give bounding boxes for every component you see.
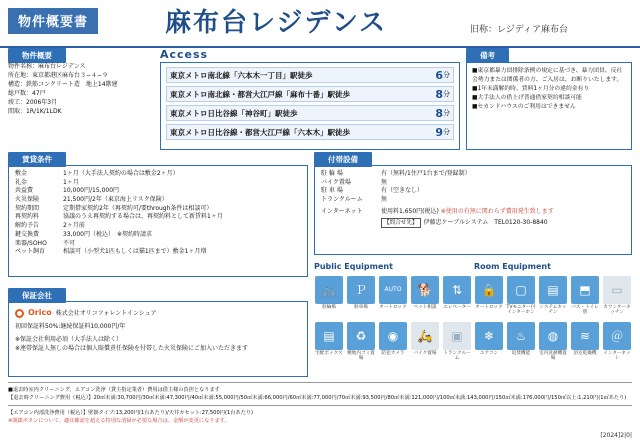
rent-row xyxy=(15,196,301,205)
access-box xyxy=(160,62,460,150)
equipment-item xyxy=(442,276,472,320)
rent-value: 1ヶ月（大手法人契約の場合は敷金2ヶ月） xyxy=(63,170,179,177)
rent-value: 不可 xyxy=(63,239,76,247)
bicycle-parking-icon: 🚲 xyxy=(315,276,343,304)
overview-line: 物件名称：麻布台レジデンス xyxy=(8,63,86,70)
footer-notes xyxy=(8,382,632,425)
former-name-label: 旧称：レジディア麻布台 xyxy=(470,25,569,35)
bath-toilet-separate-icon: ⬒ xyxy=(571,276,599,304)
section-title-access: Access xyxy=(160,48,209,61)
equipment-label: システムキッチン xyxy=(539,305,567,316)
equipment-item xyxy=(538,276,568,320)
footer-note: ※閉鎖ボタンについて、適宜確認を超える特別な清掃が必要な場合は、金額が変更になります。 xyxy=(8,418,230,425)
bath-dryer-icon: ≋ xyxy=(571,322,599,350)
guarantee-company-name: 株式会社オリコフォレントインシュア xyxy=(55,309,157,317)
facility-row xyxy=(321,187,625,196)
access-minutes: 6 xyxy=(435,68,443,82)
equipment-item xyxy=(378,322,408,366)
pet-icon: 🐕 xyxy=(411,276,439,304)
facility-row xyxy=(321,170,625,179)
rent-row xyxy=(15,222,301,231)
rent-row xyxy=(15,231,301,240)
guarantee-note: ※連帯保証人無しの場合は個人賠償責任保険を付帯した火災保険にご加入いただきます xyxy=(15,345,249,352)
equipment-item xyxy=(346,276,376,320)
rent-key: 再契約料 xyxy=(15,213,40,221)
equipment-item xyxy=(570,322,600,366)
orico-brand-label: Orico xyxy=(28,308,52,317)
aircon-icon: ❄ xyxy=(475,322,503,350)
parking-icon: Ｐ xyxy=(347,276,375,304)
rent-row xyxy=(15,179,301,188)
footer-note: ■退去時室内クリーニング、エアコン洗浄（貸主指定業者）費用は借主様の負担となります xyxy=(8,387,220,393)
remark-item: ■大手法人の借上げ普通借家契約相談可能 xyxy=(472,94,582,101)
equipment-item xyxy=(602,276,632,320)
equipment-label: トランクルーム xyxy=(443,351,471,362)
washer-space-icon: ◍ xyxy=(539,322,567,350)
internet-value: 使用料1,650円(税込) xyxy=(381,207,439,215)
delivery-box-icon: ▤ xyxy=(315,322,343,350)
security-camera-icon: ◉ xyxy=(379,322,407,350)
rent-key: 敷金 xyxy=(15,170,28,177)
equipment-label: 追焚機能 xyxy=(511,351,531,356)
rent-row xyxy=(15,187,301,196)
overview-line: 間取：1R/1K/1LDK xyxy=(8,108,62,115)
equipment-item xyxy=(538,322,568,366)
contact-value: 伊藤忠ケーブルシステム TEL0120-30-8840 xyxy=(423,219,548,227)
equipment-item xyxy=(442,322,472,366)
rent-value: 協議のうえ再契約する場合は、再契約料として新賃料1ヶ月 xyxy=(63,213,223,221)
equipment-label: バイク置場 xyxy=(413,351,437,356)
floor-heating-icon: ♨ xyxy=(507,322,535,350)
access-row xyxy=(166,105,454,121)
rent-key: 解約予告 xyxy=(15,222,40,230)
rent-value: 2ヶ月前 xyxy=(63,222,85,230)
equipment-item xyxy=(506,322,536,366)
access-minutes: 8 xyxy=(435,87,443,101)
rent-value: 33,000円（税込） ※契約時請求 xyxy=(63,230,153,238)
internet-note: ※使用の有無に関わらず費用発生致します xyxy=(440,207,554,215)
internet-icon: ＠ xyxy=(603,322,631,350)
auto-lock-room-icon: 🔒 xyxy=(475,276,503,304)
contact-tag: 【問合せ先】 xyxy=(381,218,421,228)
facilities-box xyxy=(314,165,632,255)
rent-row xyxy=(15,170,301,179)
access-unit: 分 xyxy=(443,90,450,98)
equipment-label: バス・トイレ別 xyxy=(571,305,599,316)
facility-key: 駐 輪 場 xyxy=(321,170,343,177)
counter-kitchen-icon: ▭ xyxy=(603,276,631,304)
equipment-item xyxy=(346,322,376,366)
auto-lock-icon: AUTO xyxy=(379,276,407,304)
remark-item: ■東京都暴力団排除条例の規定に基づき、暴力団員、反社会勢力または関係者の方、ご入居は、お断りいたします。 xyxy=(472,68,623,83)
guarantee-box xyxy=(8,301,308,377)
motorbike-icon: 🛵 xyxy=(411,322,439,350)
equipment-label: カウンターキッチン xyxy=(603,305,631,316)
equipment-label: エレベーター xyxy=(443,305,471,310)
equipment-label: TVモニター付インターホン xyxy=(506,305,536,316)
rent-key: ペット飼育 xyxy=(15,248,46,256)
rent-value: 定期借家契約2年（再契約可/要through条件は相談可） xyxy=(63,204,213,212)
equipment-label: 浴室乾燥機 xyxy=(573,351,597,356)
equipment-label: 室内洗濯機置場 xyxy=(539,351,567,362)
equipment-item xyxy=(378,276,408,320)
facility-value: 無 xyxy=(381,196,388,204)
section-title-overview: 物件概要 xyxy=(8,48,66,63)
rent-key: 鍵交換費 xyxy=(15,230,40,238)
equipment-label: ペット相談 xyxy=(413,305,437,310)
public-equipment-title: Public Equipment xyxy=(314,262,393,271)
rent-value: 10,000円/15,000円 xyxy=(63,187,120,195)
equipment-item xyxy=(314,276,344,320)
internet-contact-row xyxy=(321,218,625,228)
rent-key: 楽器/SOHO xyxy=(15,239,47,247)
elevator-icon: ⇅ xyxy=(443,276,471,304)
divider xyxy=(8,405,632,406)
trunk-room-icon: ▣ xyxy=(443,322,471,350)
access-unit: 分 xyxy=(443,109,450,117)
guarantee-company xyxy=(15,307,301,319)
access-text: 東京メトロ日比谷線・都営大江戸線「六本木」駅徒歩 xyxy=(170,127,350,137)
guarantee-note: ※保証会社利用必須（大手法人は除く） xyxy=(15,336,123,343)
public-equipment-grid xyxy=(314,276,472,366)
equipment-label: オートロック xyxy=(379,305,407,310)
remarks-box xyxy=(466,62,632,150)
overview-line: 竣工：2006年3月 xyxy=(8,99,58,106)
equipment-item xyxy=(506,276,536,320)
rent-row xyxy=(15,213,301,222)
internet-key: インターネット xyxy=(321,207,363,215)
equipment-item xyxy=(570,276,600,320)
access-text: 東京メトロ南北線・都営大江戸線「麻布十番」駅徒歩 xyxy=(170,89,350,99)
orico-logo-icon xyxy=(15,309,24,318)
room-equipment-grid xyxy=(474,276,632,366)
access-text: 東京メトロ日比谷線「神谷町」駅徒歩 xyxy=(170,108,298,118)
equipment-label: インターネット xyxy=(603,351,631,362)
footer-note: 【退去時クリーニング費用（税込）】20㎡未満:30,700円/30㎡未満:47,300円/40㎡未満:55,000円/50㎡未満:66,000円/60㎡未満:77,000円/70㎡未満:93,500円/80㎡未満:121,000円/100㎡未満:143,000円/150㎡未満:176,000円/150㎡以上:1,210円(1㎡あたり) xyxy=(8,395,627,402)
document-id: [2024]2|0| xyxy=(600,432,632,439)
section-title-guarantee: 保証会社 xyxy=(8,288,66,303)
equipment-item xyxy=(314,322,344,366)
equipment-label: 防犯カメラ xyxy=(381,351,405,356)
access-unit: 分 xyxy=(443,71,450,79)
overview-body xyxy=(8,62,158,116)
rent-value: 相談可（小型犬1匹もしくは猫1匹まで）敷金1ヶ月増 xyxy=(63,248,207,256)
rent-row xyxy=(15,248,301,257)
section-title-remarks: 備考 xyxy=(466,48,509,63)
document-header xyxy=(0,0,640,48)
facility-value: 無 xyxy=(381,178,388,186)
facility-row xyxy=(321,196,625,205)
equipment-item xyxy=(474,276,504,320)
equipment-item xyxy=(410,322,440,366)
room-equipment-title: Room Equipment xyxy=(474,262,551,271)
equipment-label: オートロック xyxy=(475,305,503,310)
facility-key: 駐 車 場 xyxy=(321,187,343,195)
access-row xyxy=(166,124,454,140)
overview-line: 総戸数：47戸 xyxy=(8,90,46,97)
rent-key: 契約期間 xyxy=(15,204,40,212)
facility-row xyxy=(321,179,625,188)
facility-value: 有（無料/1住戸1台まで/登録制） xyxy=(381,170,471,177)
equipment-label: エアコン xyxy=(479,351,499,356)
footer-note: 【エアコン内部洗浄費用（税込）】壁掛タイプ:13,200円(1台あたり)/天井カセット:27,500円(1台あたり) xyxy=(8,410,254,417)
equipment-item xyxy=(474,322,504,366)
section-title-rent-conditions: 賃貸条件 xyxy=(8,152,66,167)
rent-key: 火災保険 xyxy=(15,196,40,204)
equipment-label: 駐輪場 xyxy=(322,305,336,310)
remark-item: ■セカンドハウスのご利用はできません xyxy=(472,103,576,110)
tv-intercom-icon: ▢ xyxy=(507,276,535,304)
equipment-label: 駐車場 xyxy=(354,305,368,310)
access-minutes: 8 xyxy=(435,106,443,120)
rent-key: 礼金 xyxy=(15,178,28,186)
rent-value: 21,500円/2年（東京海上リスク保険） xyxy=(63,196,168,204)
facility-value: 有（空きなし） xyxy=(381,187,424,195)
rent-conditions-box xyxy=(8,165,308,277)
guarantee-fee: 初回保証料50%:継続保証料10,000円/年 xyxy=(15,323,126,330)
overview-line: 構造：鉄筋コンクリート造 地上14階建 xyxy=(8,81,118,88)
header-tag: 物件概要書 xyxy=(8,8,98,34)
rent-key: 共益費 xyxy=(15,187,34,195)
access-minutes: 9 xyxy=(435,125,443,139)
rent-value: 1ヶ月 xyxy=(63,178,79,186)
equipment-label: 敷地内ゴミ置場 xyxy=(347,351,375,362)
system-kitchen-icon: ▤ xyxy=(539,276,567,304)
trash-yard-icon: ♻ xyxy=(347,322,375,350)
facility-key: バイク置場 xyxy=(321,178,351,186)
overview-line: 所在地：東京都港区麻布台３−４−９ xyxy=(8,72,109,79)
access-unit: 分 xyxy=(443,128,450,136)
section-title-facilities: 付帯設備 xyxy=(314,152,372,167)
rent-row xyxy=(15,240,301,249)
equipment-label: 宅配ボックス xyxy=(315,351,343,356)
remark-item: ■1年未満解約時、賃料1ヶ月分の違約金有り xyxy=(472,85,590,92)
internet-row xyxy=(321,207,625,216)
equipment-item xyxy=(602,322,632,366)
access-row xyxy=(166,86,454,102)
facility-key: トランクルーム xyxy=(321,196,363,204)
page-title: 麻布台レジデンス xyxy=(165,8,388,38)
equipment-item xyxy=(410,276,440,320)
access-row xyxy=(166,67,454,83)
access-text: 東京メトロ南北線「六本木一丁目」駅徒歩 xyxy=(170,70,313,80)
